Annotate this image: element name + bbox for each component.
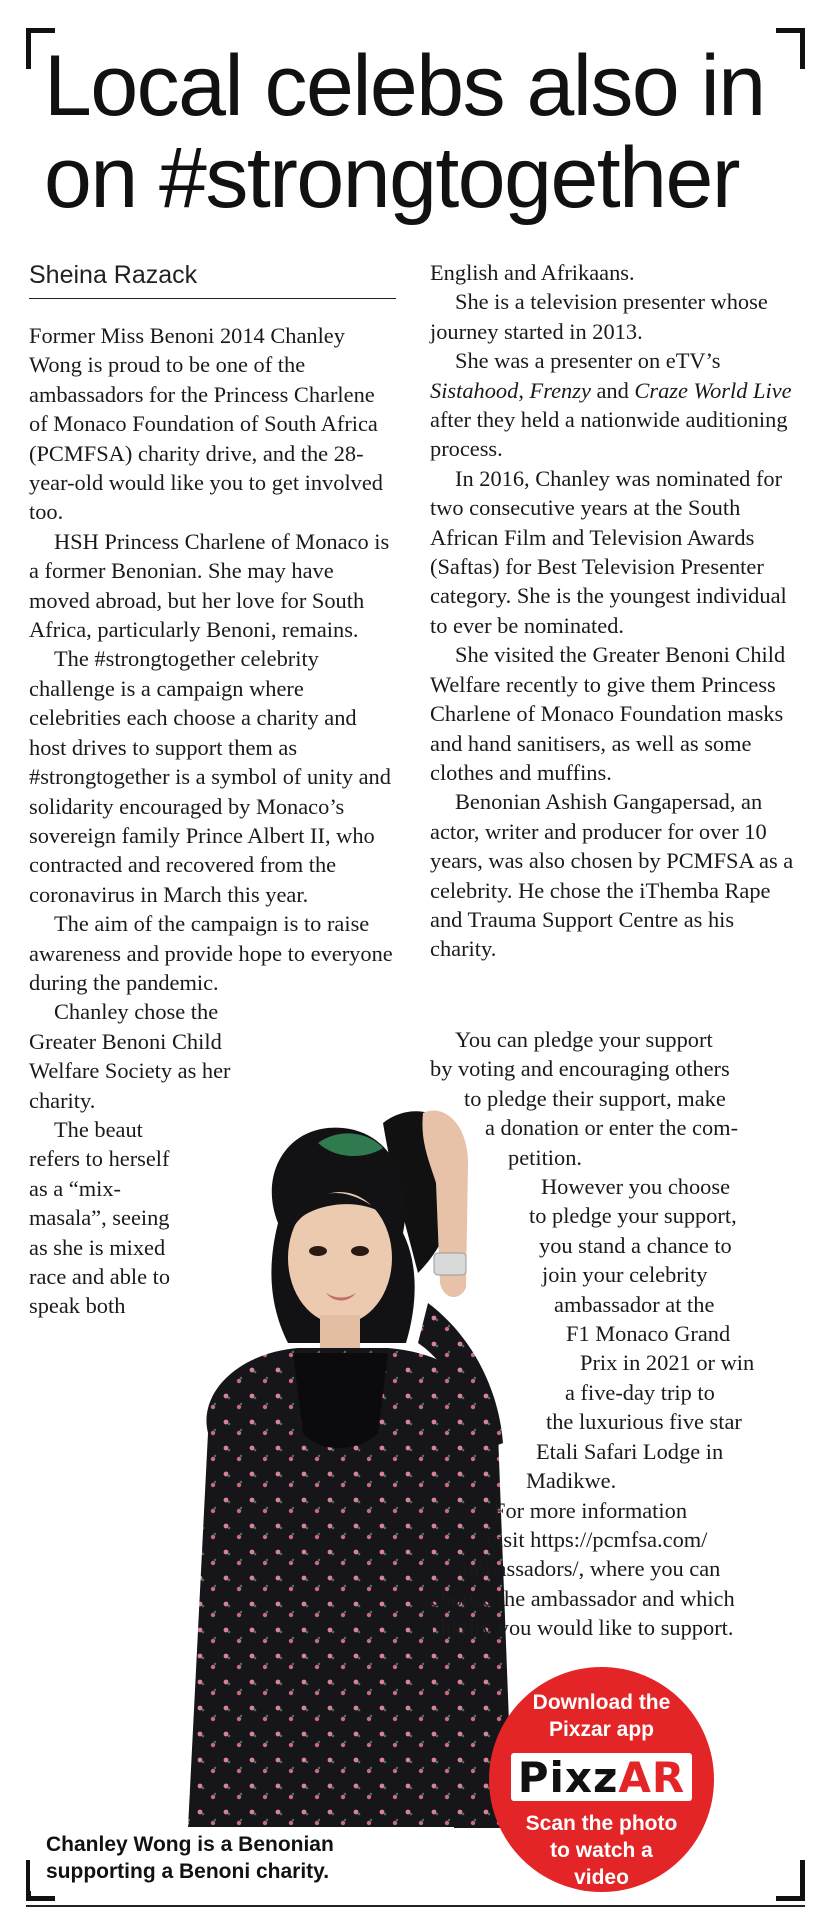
byline: Sheina Razack: [29, 261, 396, 299]
badge-bottom-text: [489, 1810, 714, 1891]
p2-sep: ,: [518, 377, 530, 403]
logo-text: Pixz: [517, 1752, 619, 1802]
pixzar-app-badge[interactable]: [489, 1667, 714, 1892]
left-paragraph-1: Former Miss Benoni 2014 Chanley Wong is proud to be one of the ambassadors for the Princess Charlene of Monaco Foundation of South Africa (PCMFSA) charity drive, and the 28-year-old would like you to get involved too.: [29, 323, 383, 525]
pixzar-logo: [511, 1753, 692, 1801]
show-title: Craze World Live: [634, 377, 792, 403]
logo-text-accent: AR: [618, 1752, 686, 1802]
tail-line: Madikwe.: [526, 1468, 617, 1494]
tail-line: the luxurious five star: [546, 1409, 742, 1435]
tail-line: you stand a chance to: [539, 1232, 732, 1258]
badge-line: Pixzar app: [548, 1718, 655, 1741]
badge-top-text: [489, 1689, 714, 1743]
left-paragraph-5: Chanley chose the Greater Benoni Child Welfare Society as her charity.: [29, 999, 231, 1113]
badge-line: video: [574, 1866, 629, 1889]
bottom-rule: [26, 1905, 805, 1907]
p2-sep: and: [590, 377, 635, 403]
left-paragraph-2: HSH Princess Charlene of Monaco is a former Benonian. She may have moved abroad, but her love for South Africa, particularly Benoni, remains.: [29, 528, 390, 643]
tail-line: join your celebrity: [542, 1262, 708, 1288]
tail-line: a donation or enter the com-: [485, 1115, 739, 1141]
tail-line: a five-day trip to: [565, 1379, 715, 1405]
right-paragraph-1: She is a television presenter whose journey started in 2013.: [430, 289, 768, 344]
p2-text: She was a presenter on eTV’s: [455, 348, 721, 374]
headline: [44, 40, 804, 224]
right-paragraph-5: Benonian Ashish Gangapersad, an actor, writer and producer for over 10 years, was also chosen by PCMFSA as a celebrity. He chose the iThemba Rape and Trauma Support Centre as his charity.: [430, 789, 794, 962]
article-tail: [430, 1025, 800, 1643]
badge-line: Download the: [532, 1691, 671, 1714]
tail-line: petition.: [508, 1144, 583, 1170]
right-paragraph-3: In 2016, Chanley was nominated for two consecutive years at the South African Film and Television Awards (Saftas) for Best Television Presenter category. She is the youngest individual to ever be nominated.: [430, 465, 787, 638]
tail-line: F1 Monaco Grand: [566, 1321, 731, 1347]
tail-line: Etali Safari Lodge in: [536, 1438, 724, 1464]
left-paragraph-3: The #strongtogether celebrity challenge is a campaign where celebrities each choose a charity and host drives to support them as #strongtogether is a symbol of unity and solidarity encouraged by Monaco’s sovereign family Prince Albert II, who contracted and recovered from the coronavirus in March this year.: [29, 646, 391, 907]
badge-line: Scan the photo: [525, 1812, 678, 1835]
right-paragraph-2: [430, 346, 800, 464]
right-paragraph-0: English and Afrikaans.: [430, 260, 635, 285]
show-title: Sistahood: [430, 377, 519, 403]
tail-line: For more information: [493, 1497, 688, 1523]
photo-caption: Chanley Wong is a Benonian supporting a Benoni charity.: [30, 1827, 454, 1891]
headline-line-1: Local celebs also in: [44, 38, 765, 134]
p2-text: after they held a nationwide auditioning process.: [430, 407, 788, 462]
tail-line: ambassadors/, where you can: [458, 1556, 721, 1582]
badge-line: to watch a: [550, 1839, 653, 1862]
tail-line: to pledge your support,: [529, 1203, 737, 1229]
corner-bracket-bottom-right: [776, 1860, 805, 1901]
headline-line-2: on #strongtogether: [44, 130, 739, 226]
tail-line: visit https://pcmfsa.com/: [486, 1526, 708, 1552]
left-paragraph-6: The beaut refers to herself as a “mix-masala”, seeing as she is mixed race and able to speak both: [29, 1116, 171, 1319]
tail-line: You can pledge your support: [455, 1027, 713, 1052]
show-title: Frenzy: [529, 377, 591, 403]
tail-line: ambassador at the: [554, 1291, 715, 1317]
tail-line: choose the ambassador and which: [430, 1585, 735, 1611]
tail-line: However you choose: [541, 1174, 731, 1200]
tail-line: by voting and encouraging others: [430, 1056, 730, 1082]
tail-line: charity you would like to support.: [430, 1615, 734, 1641]
tail-line: Prix in 2021 or win: [580, 1350, 755, 1376]
left-paragraph-4: The aim of the campaign is to raise awareness and provide hope to everyone during the pandemic.: [29, 911, 393, 995]
tail-line: to pledge their support, make: [464, 1085, 726, 1111]
article-right-column: [430, 258, 800, 964]
right-paragraph-4: She visited the Greater Benoni Child Welfare recently to give them Princess Charlene of Monaco Foundation masks and hand sanitisers, as well as some clothes and muffins.: [430, 642, 786, 785]
